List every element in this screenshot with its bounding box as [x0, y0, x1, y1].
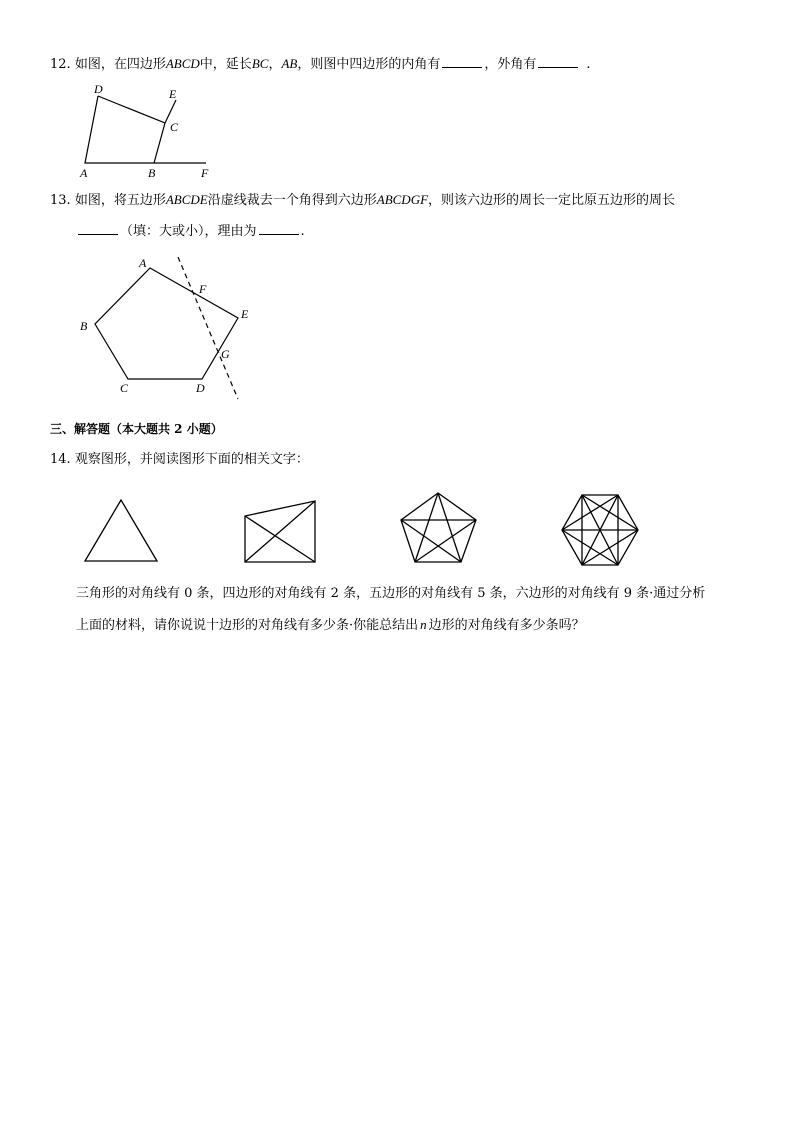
section-heading: 三、解答题（本大题共 2 小题）	[50, 422, 223, 436]
label-C: C	[170, 120, 179, 134]
label-D: D	[196, 381, 205, 395]
label-E: E	[241, 307, 249, 321]
q14-number: 14.	[50, 452, 71, 467]
label-G: G	[221, 347, 230, 361]
q13-number: 13.	[50, 193, 71, 208]
q14-paragraph-line2: 上面的材料，请你说说十边形的对角线有多少条·你能总结出 n 边形的对角线有多少条吗？	[76, 617, 585, 633]
q14-text: 14. 观察图形，并阅读图形下面的相关文字：	[50, 452, 309, 467]
label-E: E	[169, 87, 177, 101]
q13-text-line1: 13. 如图，将五边形ABCDE沿虚线裁去一个角得到六边形ABCDGF，则该六边形的周长一定比原五边形的周长	[50, 192, 676, 208]
label-B: B	[80, 319, 88, 333]
q12-text: 12. 如图，在四边形ABCD中，延长BC，AB，则图中四边形的内角有 ，外角有 .	[50, 56, 591, 72]
q13-text-line2: （填：大或小），理由为 .	[76, 222, 305, 241]
q14-paragraph-line1: 三角形的对角线有 0 条，四边形的对角线有 2 条，五边形的对角线有 5 条，六边形的对角线有 9 条·通过分析	[76, 586, 706, 601]
label-F: F	[199, 282, 207, 296]
label-A: A	[80, 166, 88, 180]
q12-number: 12.	[50, 57, 71, 72]
label-B: B	[148, 166, 156, 180]
label-F: F	[201, 166, 209, 180]
label-D: D	[94, 82, 103, 96]
label-C: C	[120, 381, 129, 395]
triangle	[85, 500, 157, 561]
label-A: A	[139, 256, 147, 270]
